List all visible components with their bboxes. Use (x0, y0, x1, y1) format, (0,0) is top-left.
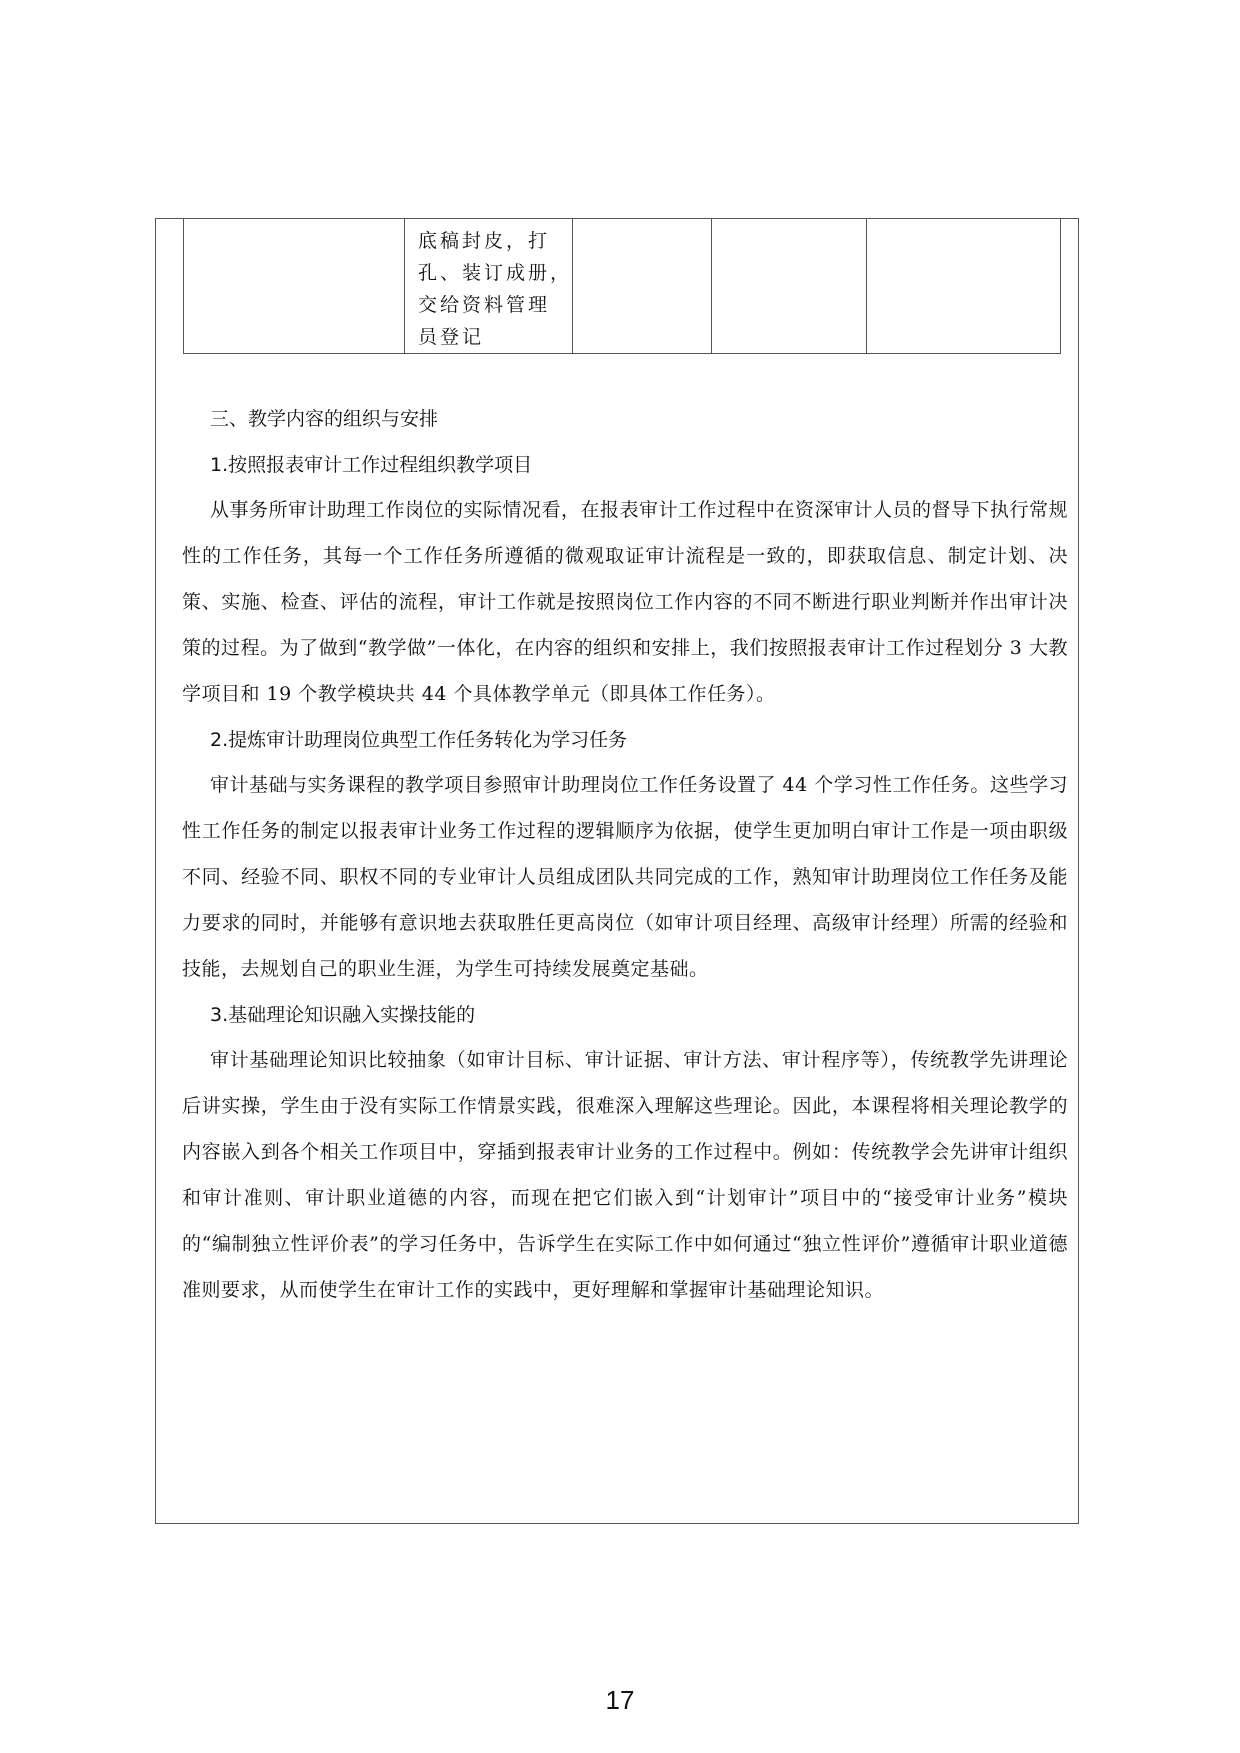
table-cell (712, 219, 867, 354)
table-cell-text (405, 219, 572, 353)
paragraph: 从事务所审计助理工作岗位的实际情况看，在报表审计工作过程中在资深审计人员的督导下执行常规性的工作任务，其每一个工作任务所遵循的微观取证审计流程是一致的，即获取信息、制定计划、决策、实施、检查、评估的流程，审计工作就是按照岗位工作内容的不同不断进行职业判断并作出审计决策的过程。为了做到“教学做”一体化，在内容的组织和安排上，我们按照报表审计工作过程划分 3 大教学项目和 19 个教学模块共 44 个具体教学单元（即具体工作任务）。 (182, 499, 1069, 705)
table-row (184, 219, 1061, 354)
continued-table (183, 219, 1061, 354)
subsection-heading: 2.提炼审计助理岗位典型工作任务转化为学习任务 (210, 729, 628, 751)
cell-line: 员登记 (418, 326, 485, 348)
table-cell (405, 219, 573, 354)
table-cell (573, 219, 712, 354)
page-number: 17 (605, 1685, 635, 1715)
paragraph: 审计基础与实务课程的教学项目参照审计助理岗位工作任务设置了 44 个学习性工作任务。这些学习性工作任务的制定以报表审计业务工作过程的逻辑顺序为依据，使学生更加明白审计工作是一项由职级不同、经验不同、职权不同的专业审计人员组成团队共同完成的工作，熟知审计助理岗位工作任务及能力要求的同时，并能够有意识地去获取胜任更高岗位（如审计项目经理、高级审计经理）所需的经验和技能，去规划自己的职业生涯，为学生可持续发展奠定基础。 (182, 774, 1068, 980)
section-title: 三、教学内容的组织与安排 (210, 408, 439, 430)
table-cell (867, 219, 1061, 354)
cell-line: 底稿封皮，打 (418, 230, 551, 252)
section-content (182, 405, 1068, 1322)
subsection-heading: 1.按照报表审计工作过程组织教学项目 (210, 454, 533, 476)
cell-line: 交给资料管理 (418, 294, 551, 316)
cell-line: 孔、装订成册， (418, 262, 573, 284)
subsection-heading: 3.基础理论知识融入实操技能的 (210, 1004, 476, 1026)
paragraph: 审计基础理论知识比较抽象（如审计目标、审计证据、审计方法、审计程序等），传统教学先讲理论后讲实操，学生由于没有实际工作情景实践，很难深入理解这些理论。因此，本课程将相关理论教学的内容嵌入到各个相关工作项目中，穿插到报表审计业务的工作过程中。例如：传统教学会先讲审计组织和审计准则、审计职业道德的内容，而现在把它们嵌入到“计划审计”项目中的“接受审计业务”模块的“编制独立性评价表”的学习任务中，告诉学生在实际工作中如何通过“独立性评价”遵循审计职业道德准则要求，从而使学生在审计工作的实践中，更好理解和掌握审计基础理论知识。 (182, 1049, 1068, 1301)
table-cell (184, 219, 405, 354)
